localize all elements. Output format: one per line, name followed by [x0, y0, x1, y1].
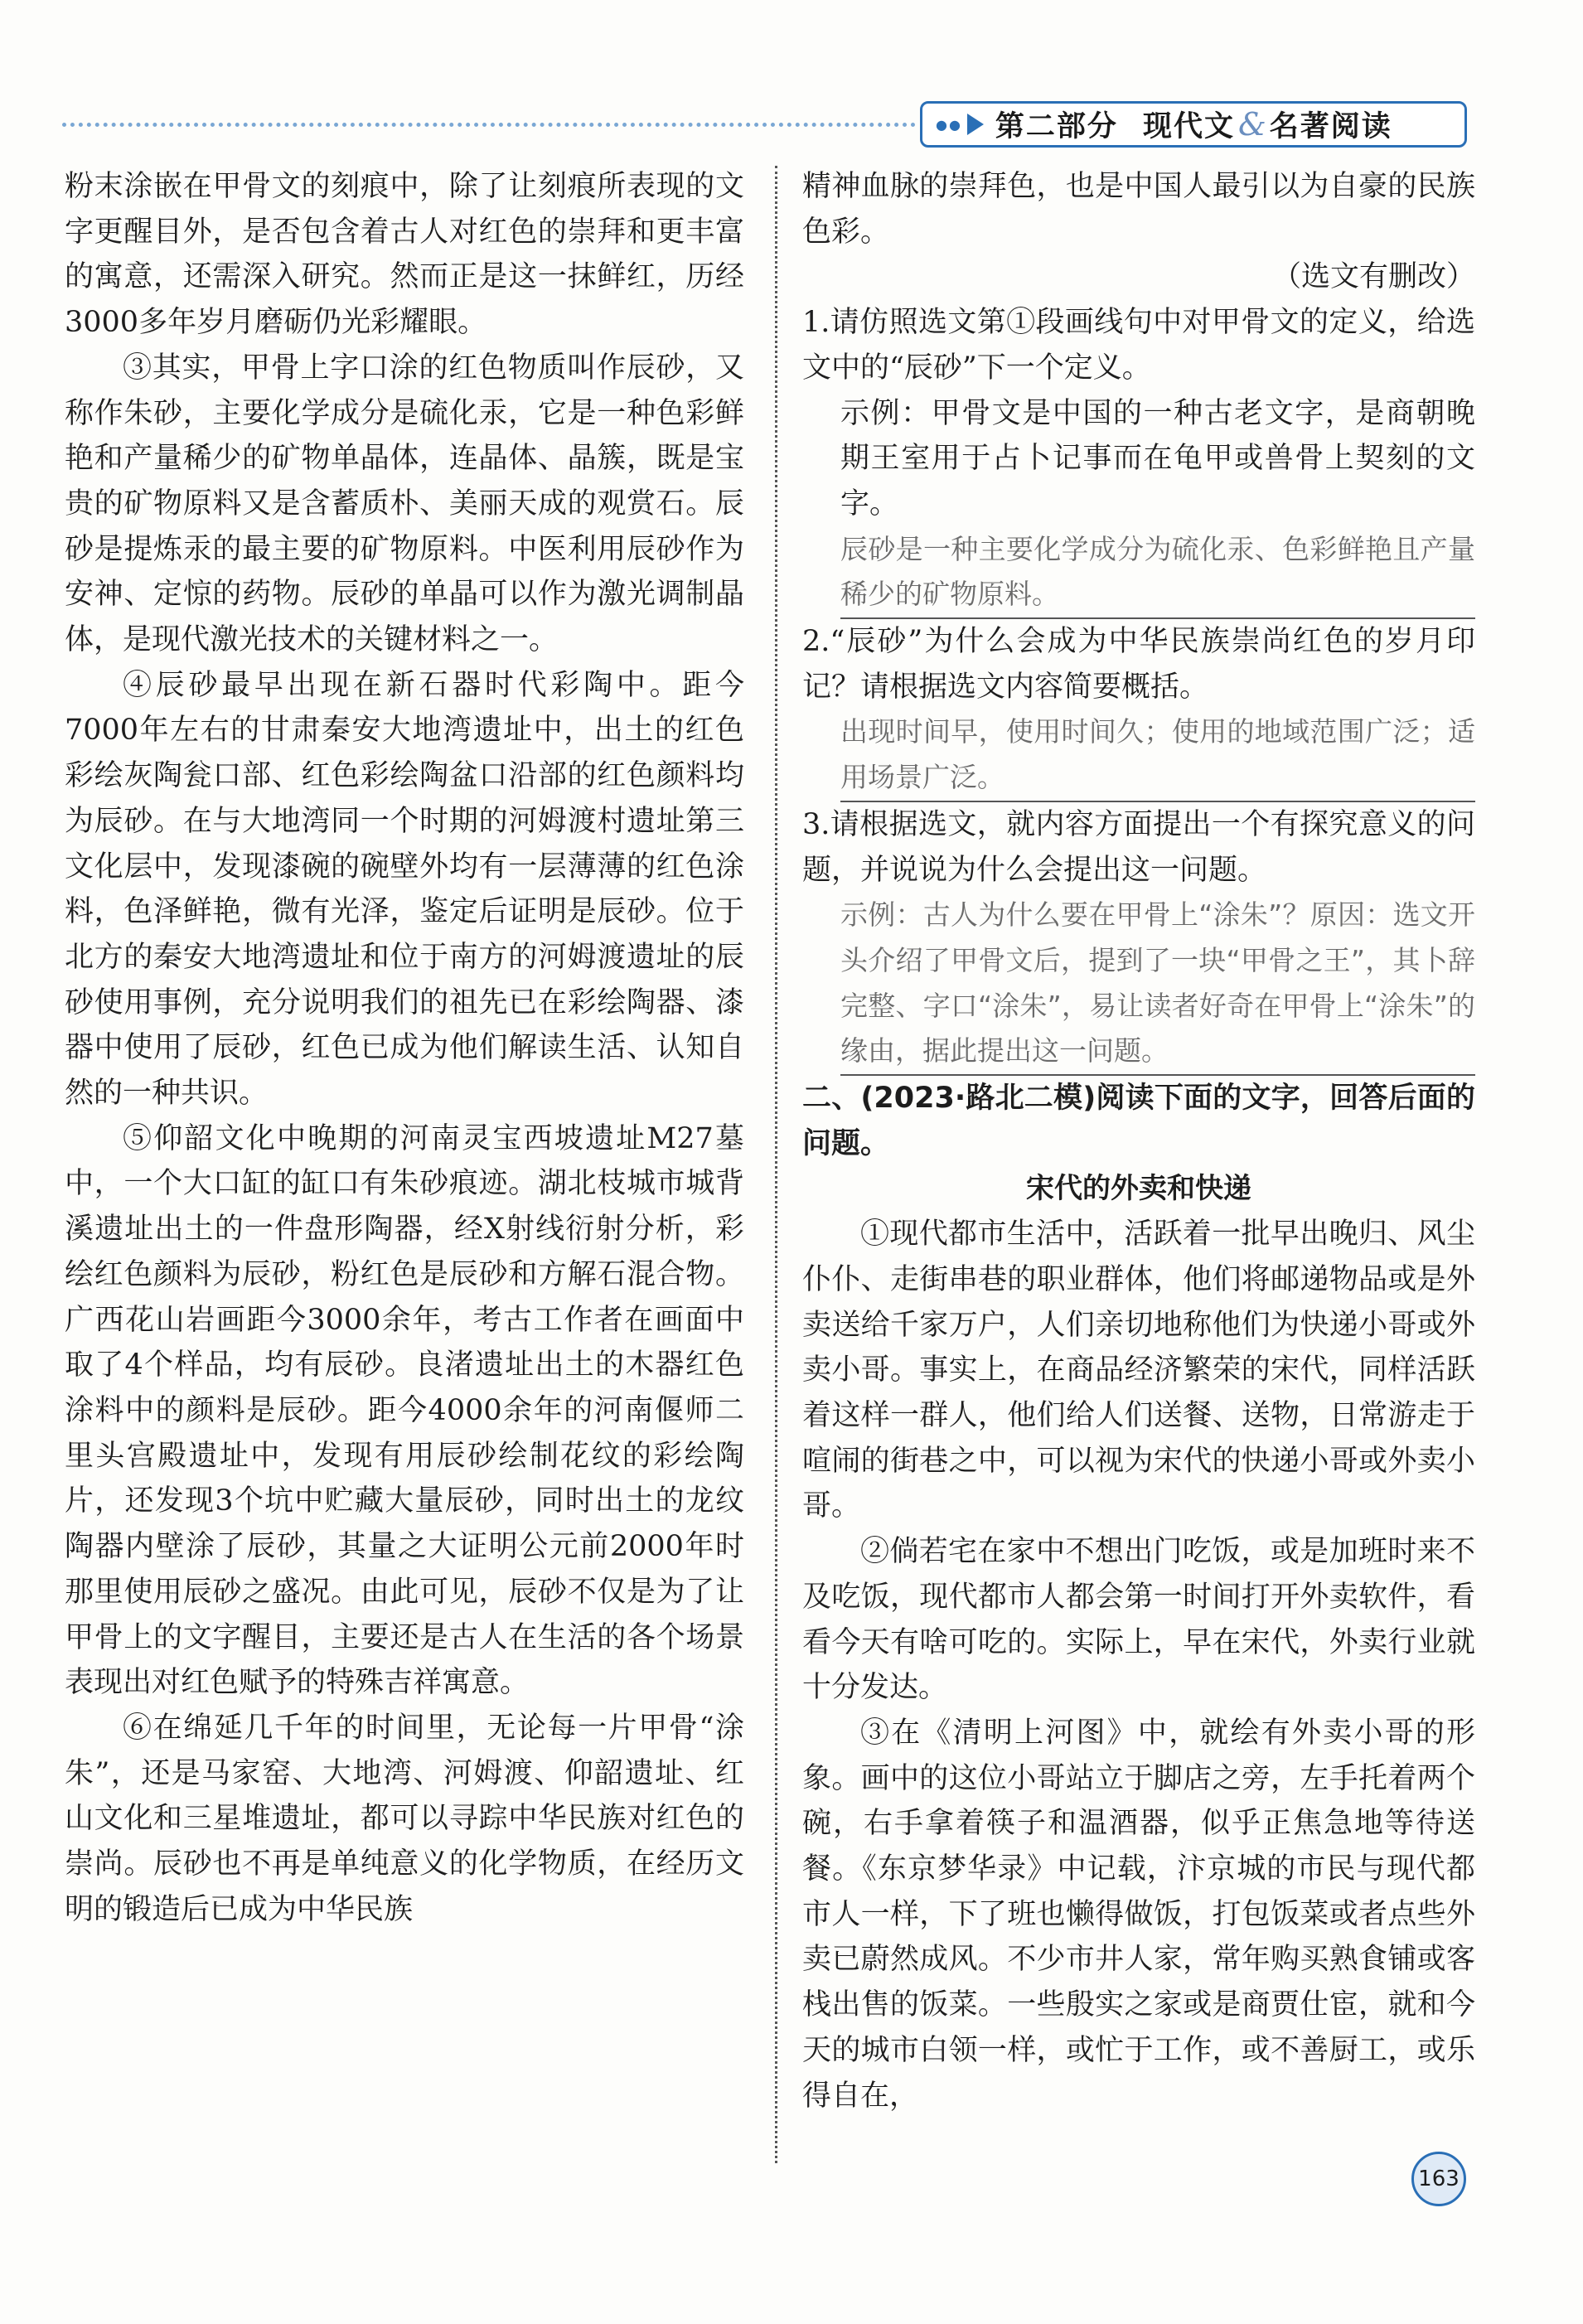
left-column [65, 164, 744, 1932]
question-1: 1.请仿照选文第①段画线句中对甲骨文的定义，给选文中的“辰砂”下一个定义。 [802, 306, 1475, 385]
question-1-example: 示例：甲骨文是中国的一种古老文字，是商朝晚期王室用于占卜记事而在龟甲或兽骨上契刻的文字。 [840, 396, 1475, 520]
section-header [920, 101, 1467, 148]
paragraph: ④辰砂最早出现在新石器时代彩陶中。距今7000年左右的甘肃秦安大地湾遗址中，出土的红色彩绘灰陶瓮口部、红色彩绘陶盆口沿部的红色颜料均为辰砂。在与大地湾同一个时期的河姆渡村遗址第三文化层中，发现漆碗的碗壁外均有一层薄薄的红色涂料，色泽鲜艳，微有光泽，鉴定后证明是辰砂。位于北方的秦安大地湾遗址和位于南方的河姆渡遗址的辰砂使用事例，充分说明我们的祖先已在彩绘陶器、漆器中使用了辰砂，红色已成为他们解读生活、认知自然的一种共识。 [65, 668, 744, 1111]
paragraph: ③其实，甲骨上字口涂的红色物质叫作辰砂，又称作朱砂，主要化学成分是硫化汞，它是一种色彩鲜艳和产量稀少的矿物单晶体，连晶体、晶簇，既是宝贵的矿物原料又是含蓄质朴、美丽天成的观赏石。辰砂是提炼汞的最主要的矿物原料。中医利用辰砂作为安神、定惊的药物。辰砂的单晶可以作为激光调制晶体，是现代激光技术的关键材料之一。 [65, 351, 744, 657]
right-column [802, 164, 1475, 2118]
paragraph: ⑥在绵延几千年的时间里，无论每一片甲骨“涂朱”，还是马家窑、大地湾、河姆渡、仰韶遗址、红山文化和三星堆遗址，都可以寻踪中华民族对红色的崇尚。辰砂也不再是单纯意义的化学物质，在经历文明的锻造后已成为中华民族 [65, 1711, 744, 1926]
header-arrow-icon [967, 114, 984, 135]
page-number: 163 [1411, 2152, 1466, 2206]
question-3-answer: 示例：古人为什么要在甲骨上“涂朱”？原因：选文开头介绍了甲骨文后，提到了一块“甲骨之王”，其卜辞完整、字口“涂朱”，易让读者好奇在甲骨上“涂朱”的缘由，据此提出这一问题。 [840, 893, 1475, 1076]
paragraph: 粉末涂嵌在甲骨文的刻痕中，除了让刻痕所表现的文字更醒目外，是否包含着古人对红色的崇拜和更丰富的寓意，还需深入研究。然而正是这一抹鲜红，历经3000多年岁月磨砺仍光彩耀眼。 [65, 170, 744, 340]
header-dots-icon: ●● [936, 116, 962, 133]
source-note: （选文有删改） [1271, 260, 1475, 294]
header-dotted-rule [62, 123, 916, 127]
section-two-heading: 二、(2023·路北二模)阅读下面的文字，回答后面的问题。 [802, 1082, 1475, 1160]
header-title-b: 名著阅读 [1269, 110, 1392, 143]
paragraph: ①现代都市生活中，活跃着一批早出晚归、风尘仆仆、走街串巷的职业群体，他们将邮递物品或是外卖送给千家万户，人们亲切地称他们为快递小哥或外卖小哥。事实上，在商品经济繁荣的宋代，同样活跃着这样一群人，他们给人们送餐、送物，日常游走于喧闹的街巷之中，可以视为宋代的快递小哥或外卖小哥。 [802, 1218, 1475, 1523]
paragraph: ⑤仰韶文化中晚期的河南灵宝西坡遗址M27墓中，一个大口缸的缸口有朱砂痕迹。湖北枝城市城背溪遗址出土的一件盘形陶器，经X射线衍射分析，彩绘红色颜料为辰砂，粉红色是辰砂和方解石混合物。广西花山岩画距今3000余年，考古工作者在画面中取了4个样品，均有辰砂。良渚遗址出土的木器红色涂料中的颜料是辰砂。距今4000余年的河南偃师二里头宫殿遗址中，发现有用辰砂绘制花纹的彩绘陶片，还发现3个坑中贮藏大量辰砂，同时出土的龙纹陶器内壁涂了辰砂，其量之大证明公元前2000年时那里使用辰砂之盛况。由此可见，辰砂不仅是为了让甲骨上的文字醒目，主要还是古人在生活的各个场景表现出对红色赋予的特殊吉祥寓意。 [65, 1121, 744, 1700]
question-2: 2.“辰砂”为什么会成为中华民族崇尚红色的岁月印记？请根据选文内容简要概括。 [802, 625, 1475, 704]
paragraph: ③在《清明上河图》中，就绘有外卖小哥的形象。画中的这位小哥站立于脚店之旁，左手托着两个碗，右手拿着筷子和温酒器，似乎正焦急地等待送餐。《东京梦华录》中记载，汴京城的市民与现代都市人一样，下了班也懒得做饭，打包饭菜或者点些外卖已蔚然成风。不少市井人家，常年购买熟食铺或客栈出售的饭菜。一些殷实之家或是商贾仕宦，就和今天的城市白领一样，或忙于工作，或不善厨工，或乐得自在， [802, 1716, 1475, 2113]
header-section: 第二部分 [995, 110, 1118, 143]
question-1-answer: 辰砂是一种主要化学成分为硫化汞、色彩鲜艳且产量稀少的矿物原料。 [840, 527, 1475, 619]
column-divider [775, 166, 777, 2163]
header-ampersand: & [1237, 106, 1266, 143]
article-title: 宋代的外卖和快递 [1026, 1172, 1251, 1206]
paragraph: 精神血脉的崇拜色，也是中国人最引以为自豪的民族色彩。 [802, 170, 1475, 249]
header-title-a: 现代文 [1142, 110, 1235, 143]
paragraph: ②倘若宅在家中不想出门吃饭，或是加班时来不及吃饭，现代都市人都会第一时间打开外卖软件，看看今天有啥可吃的。实际上，早在宋代，外卖行业就十分发达。 [802, 1535, 1475, 1705]
question-2-answer: 出现时间早，使用时间久；使用的地域范围广泛；适用场景广泛。 [840, 709, 1475, 801]
question-3: 3.请根据选文，就内容方面提出一个有探究意义的问题，并说说为什么会提出这一问题。 [802, 807, 1475, 887]
